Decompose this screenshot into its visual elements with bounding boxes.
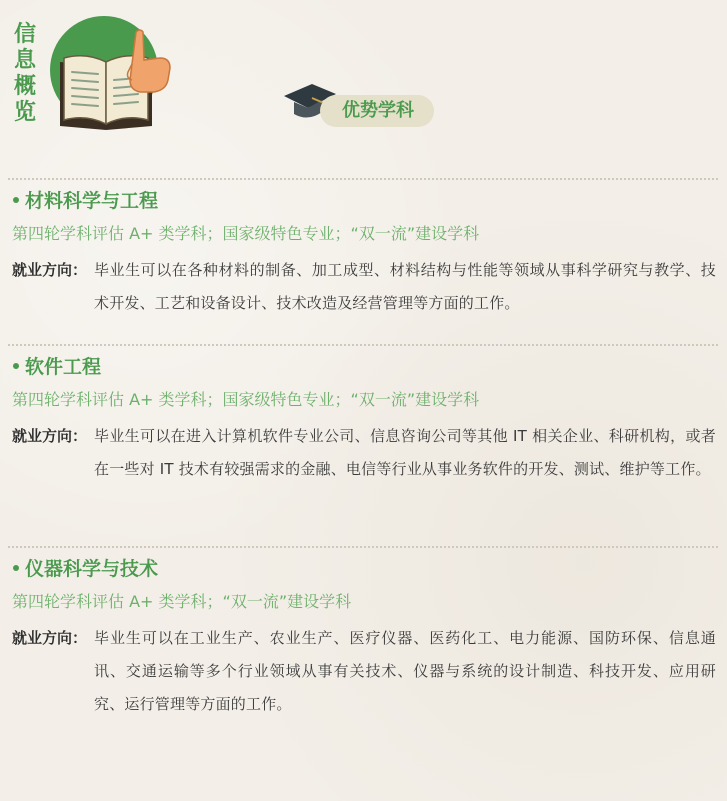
divider [8,344,718,346]
section-title [12,556,716,582]
bullet-dot-icon [13,565,19,571]
bullet-dot-icon [13,197,19,203]
section-title-text: 软件工程 [25,356,102,378]
employment-text: 毕业生可以在进入计算机软件专业公司、信息咨询公司等其他 IT 相关企业、科研机构，或者在一些对 IT 技术有较强需求的金融、电信等行业从事业务软件的开发、测试、维护等工作。 [94,427,716,478]
divider [8,178,718,180]
vertical-title: 信息概览 [13,22,36,125]
open-book-pointing-hand-icon [48,14,178,138]
employment-label: 就业方向： [12,427,88,445]
employment-block [12,254,716,320]
employment-block [12,420,716,486]
section-tag [282,80,462,130]
section-subtitle: 第四轮学科评估 A+ 类学科；国家级特色专业；“双一流”建设学科 [12,224,480,243]
section-subtitle: 第四轮学科评估 A+ 类学科；国家级特色专业；“双一流”建设学科 [12,390,480,409]
section-instrument [12,556,716,721]
employment-label: 就业方向： [12,629,88,647]
bullet-dot-icon [13,363,19,369]
section-title [12,354,716,380]
section-materials [12,188,716,320]
section-title-text: 材料科学与工程 [25,190,159,212]
employment-label: 就业方向： [12,261,88,279]
section-title [12,188,716,214]
employment-text: 毕业生可以在工业生产、农业生产、医疗仪器、医药化工、电力能源、国防环保、信息通讯、交通运输等多个行业领域从事有关技术、仪器与系统的设计制造、科技开发、应用研究、运行管理等方面的工作。 [94,629,716,713]
tag-label: 优势学科 [320,95,434,127]
employment-text: 毕业生可以在各种材料的制备、加工成型、材料结构与性能等领域从事科学研究与教学、技术开发、工艺和设备设计、技术改造及经营管理等方面的工作。 [94,261,716,312]
section-title-text: 仪器科学与技术 [25,558,159,580]
section-subtitle: 第四轮学科评估 A+ 类学科；“双一流”建设学科 [12,592,352,611]
section-software [12,354,716,486]
divider [8,546,718,548]
employment-block [12,622,716,721]
